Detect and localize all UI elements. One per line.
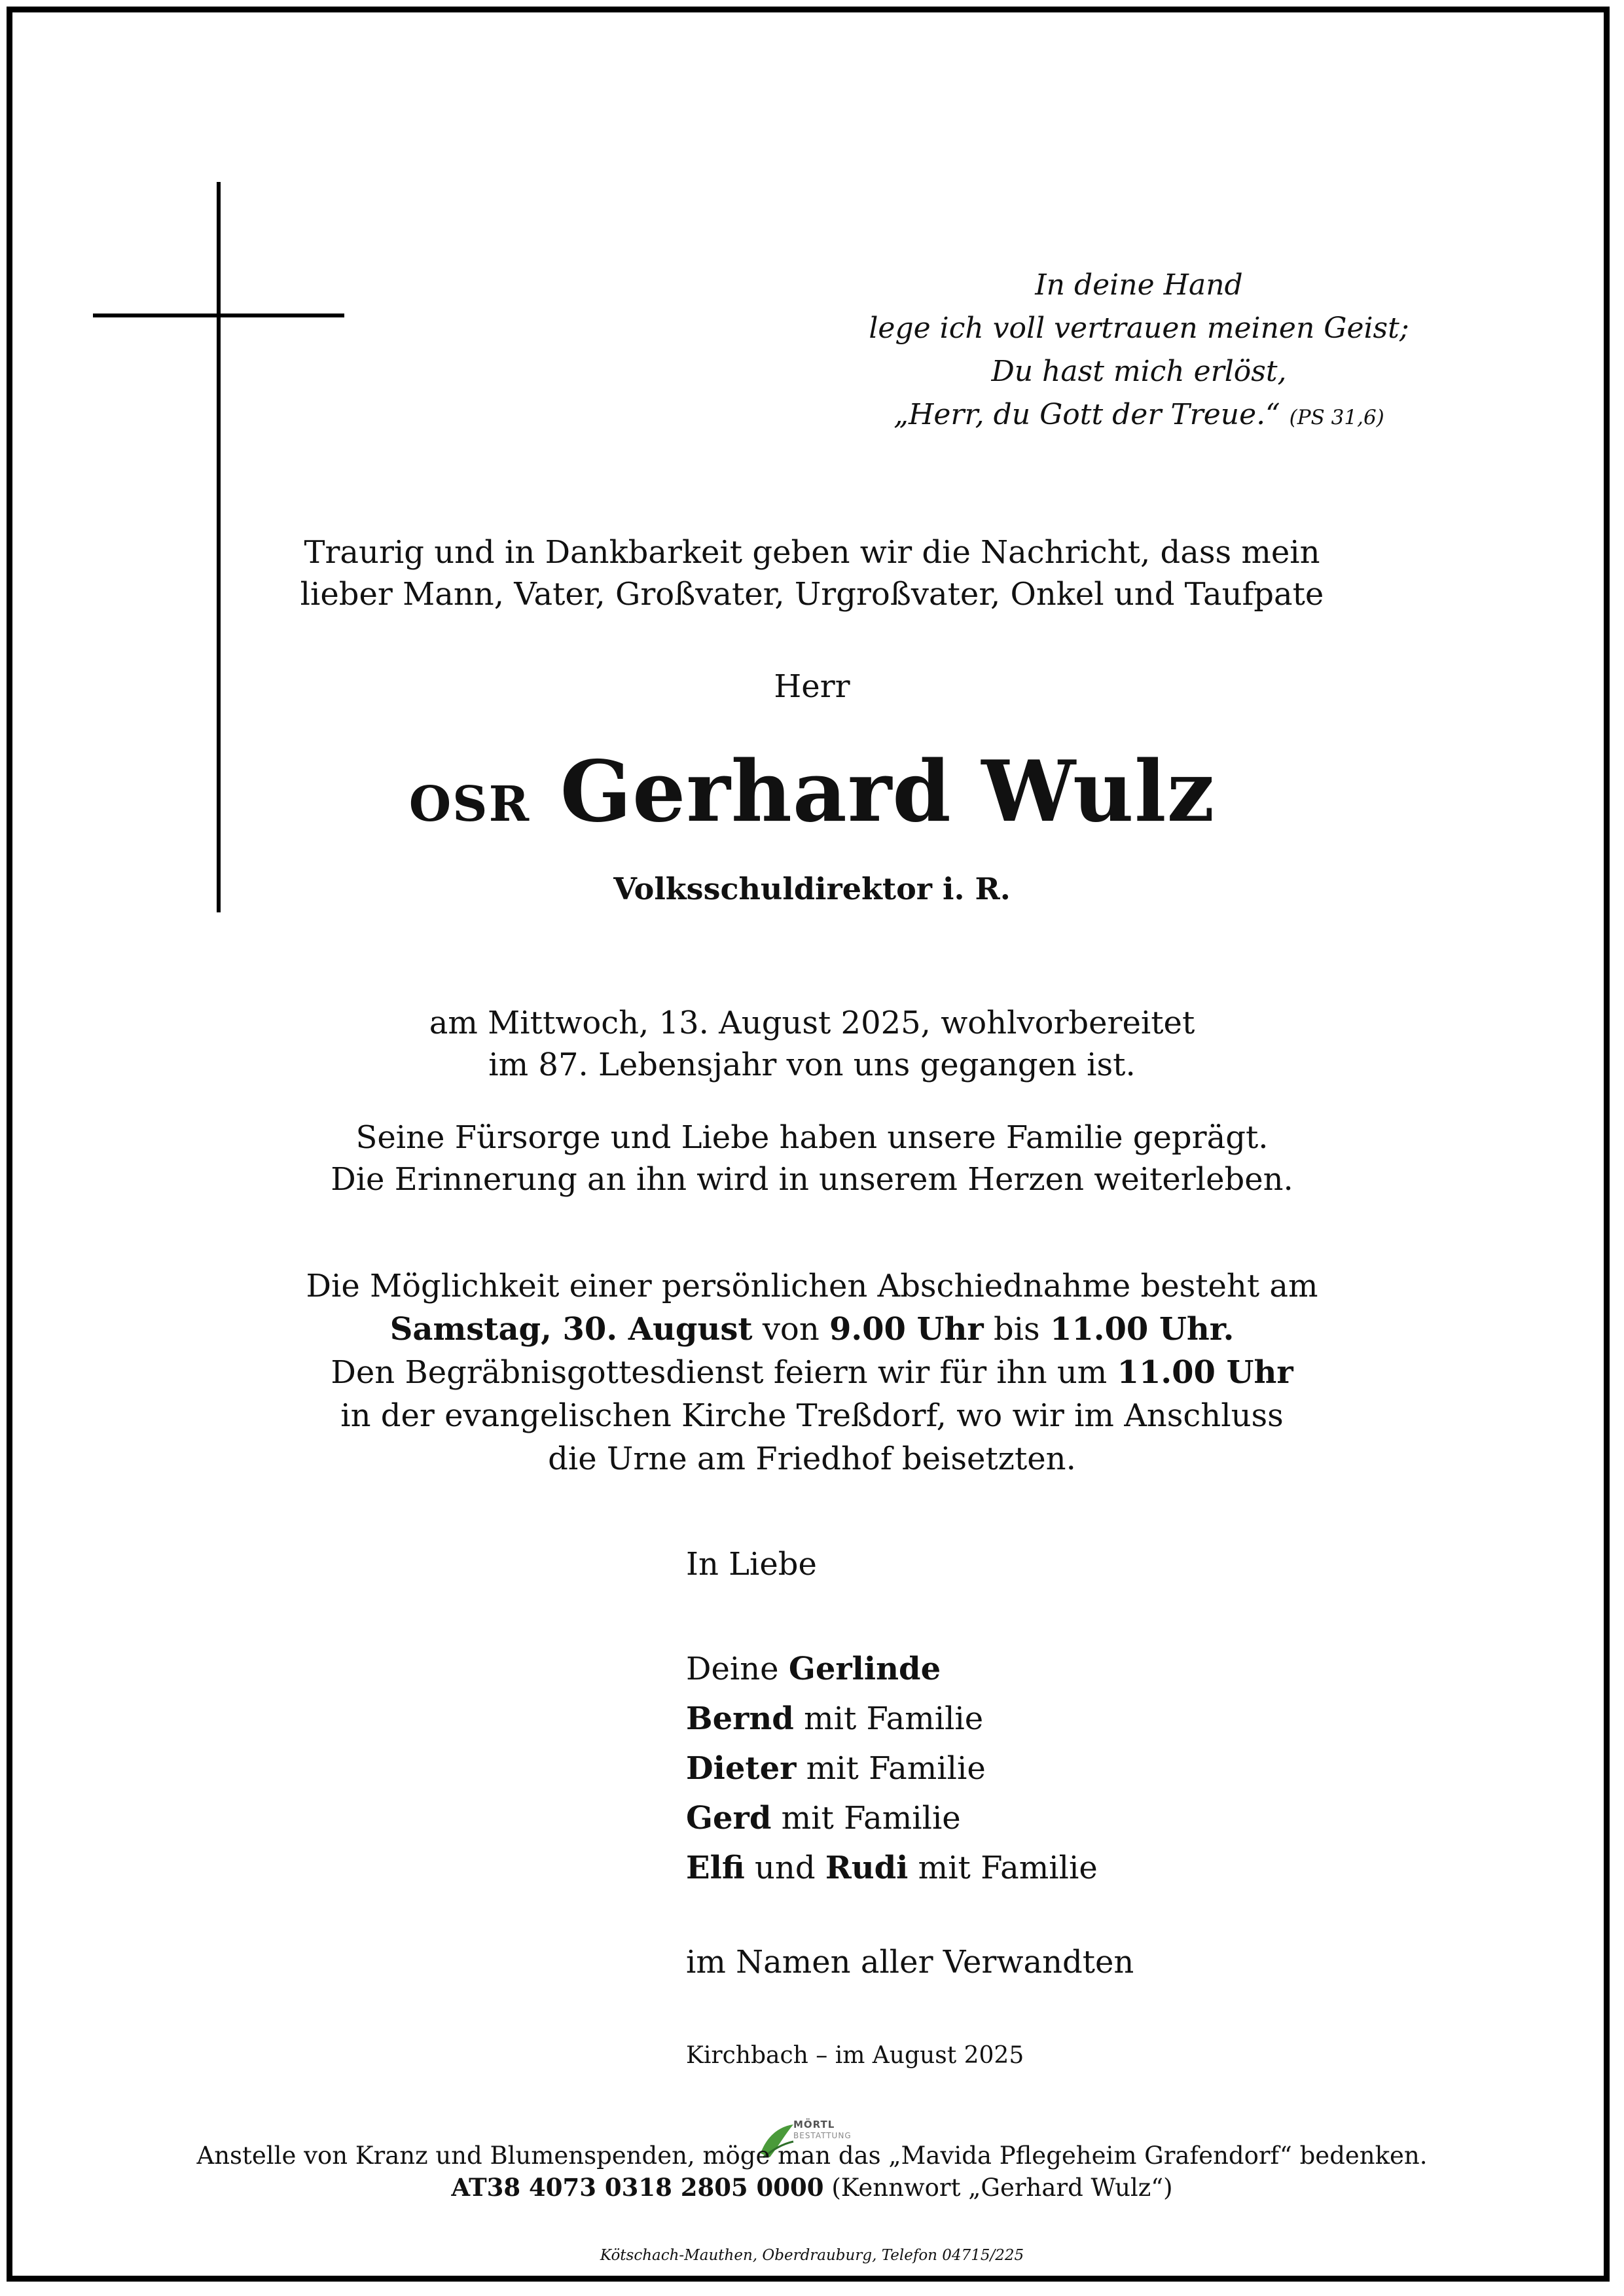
deceased-profession: Volksschuldirektor i. R. (613, 871, 1011, 906)
logo-text (793, 2119, 852, 2142)
service-to: bis (993, 1311, 1040, 1348)
announcement-intro (0, 531, 1624, 615)
logo-subtitle: BESTATTUNG (793, 2131, 852, 2140)
child-1-suffix: mit Familie (804, 1700, 984, 1737)
child-3-name: Gerd (686, 1800, 772, 1837)
verse-line-3: Du hast mich erlöst, (991, 355, 1287, 388)
death-line-2: im 87. Lebensjahr von uns gegangen ist. (488, 1047, 1136, 1083)
honorific-title: OSR (408, 776, 531, 833)
service-line-3 (0, 1351, 1624, 1394)
family-child-2 (686, 1744, 1098, 1793)
place-and-date: Kirchbach – im August 2025 (686, 2042, 1024, 2069)
donation-keyword: (Kennwort „Gerhard Wulz“) (831, 2174, 1173, 2202)
child-1-name: Bernd (686, 1700, 794, 1737)
donation-line-1: Anstelle von Kranz und Blumenspenden, möge man das „Mavida Pflegeheim Grafendorf“ bedenken. (196, 2142, 1428, 2170)
bible-verse (772, 264, 1506, 439)
service-start-time: 9.00 Uhr (829, 1311, 984, 1348)
service-date: Samstag, 30. August (389, 1311, 753, 1348)
service-mass-text: Den Begräbnisgottesdienst feiern wir für ihn um (331, 1354, 1108, 1391)
verse-line-1: In deine Hand (1035, 268, 1243, 302)
family-child-3 (686, 1793, 1098, 1843)
closing-phrase: In Liebe (686, 1546, 817, 1583)
wife-prefix: Deine (686, 1651, 779, 1687)
service-details (0, 1265, 1624, 1480)
relatives-line: im Namen aller Verwandten (686, 1944, 1134, 1981)
service-end-time: 11.00 Uhr (1049, 1311, 1223, 1348)
donation-iban: AT38 4073 0318 2805 0000 (451, 2173, 824, 2202)
salutation: Herr (774, 668, 850, 705)
service-end-punct: . (1223, 1311, 1235, 1348)
remembrance-text (0, 1117, 1624, 1200)
deceased-name-heading (0, 743, 1624, 841)
service-line-5: die Urne am Friedhof beisetzten. (548, 1441, 1076, 1477)
verse-line-2: lege ich voll vertrauen meinen Geist; (869, 312, 1409, 345)
deceased-name: Gerhard Wulz (560, 743, 1216, 841)
family-child-1 (686, 1694, 1098, 1744)
child-4-partner: Rudi (825, 1850, 909, 1886)
cross-horizontal-bar (93, 314, 344, 317)
service-line-1: Die Möglichkeit einer persönlichen Abschiednahme besteht am (306, 1268, 1318, 1304)
family-signatures (686, 1644, 1098, 1893)
child-2-suffix: mit Familie (806, 1750, 986, 1787)
child-3-suffix: mit Familie (781, 1800, 961, 1837)
intro-line-2: lieber Mann, Vater, Großvater, Urgroßvater, Onkel und Taufpate (300, 576, 1324, 613)
family-wife (686, 1644, 1098, 1694)
donation-notice (0, 2140, 1624, 2204)
child-2-name: Dieter (686, 1750, 797, 1787)
child-4-suffix: mit Familie (918, 1850, 1098, 1886)
verse-line-4-text: „Herr, du Gott der Treue.“ (893, 398, 1280, 431)
remembrance-line-1: Seine Fürsorge und Liebe haben unsere Familie geprägt. (355, 1119, 1269, 1156)
remembrance-line-2: Die Erinnerung an ihn wird in unserem Herzen weiterleben. (331, 1161, 1293, 1198)
service-mass-time: 11.00 Uhr (1117, 1354, 1293, 1391)
wife-name: Gerlinde (788, 1651, 941, 1687)
child-4-joiner: und (754, 1850, 816, 1886)
donation-line-2 (0, 2172, 1624, 2204)
funeral-home-contact: Kötschach-Mauthen, Oberdrauburg, Telefon 04715/225 (600, 2247, 1024, 2264)
verse-line-4 (772, 393, 1506, 439)
death-notice (0, 1002, 1624, 1086)
logo-name: MÖRTL (793, 2119, 835, 2130)
service-line-4: in der evangelischen Kirche Treßdorf, wo wir im Anschluss (340, 1397, 1284, 1434)
service-line-2 (0, 1308, 1624, 1351)
death-line-1: am Mittwoch, 13. August 2025, wohlvorbereitet (429, 1005, 1195, 1041)
family-child-4 (686, 1843, 1098, 1893)
child-4-name: Elfi (686, 1850, 745, 1886)
intro-line-1: Traurig und in Dankbarkeit geben wir die Nachricht, dass mein (304, 534, 1320, 571)
verse-reference: (PS 31,6) (1289, 406, 1384, 429)
service-from: von (762, 1311, 820, 1348)
